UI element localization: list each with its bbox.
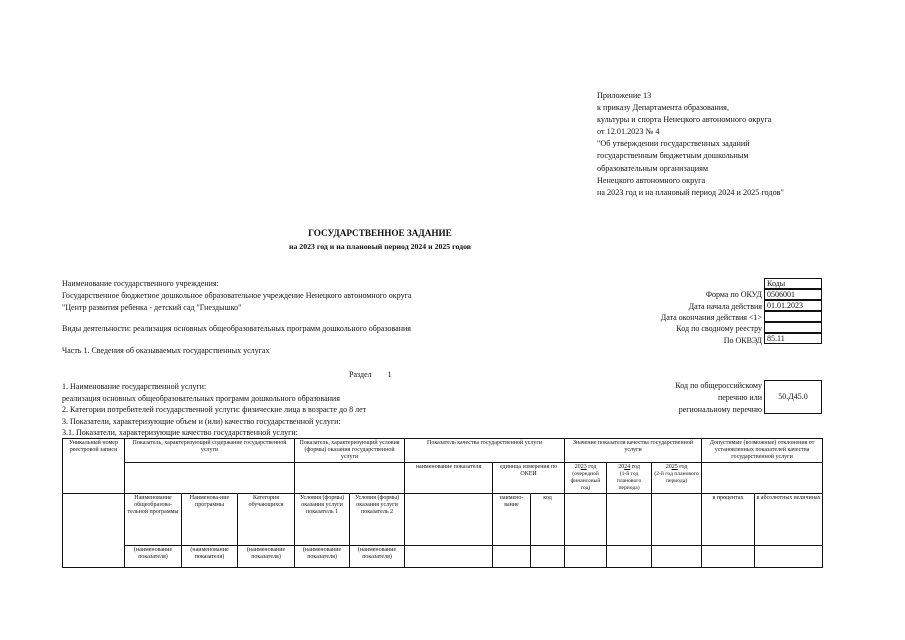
appendix-line: культуры и спорта Ненецкого автономного округа <box>597 115 772 125</box>
code-label-start-date: Дата начала действия <box>688 302 762 311</box>
section-number: 1 <box>387 370 392 379</box>
appendix-line: "Об утверждении государственных заданий <box>597 139 750 149</box>
service-label: 1. Наименование государственной услуги: <box>62 382 207 391</box>
indicator-label-4: (наименование показателя) <box>295 546 350 568</box>
col-absolute: в абсолютных величинах <box>755 494 823 546</box>
appendix-line: на 2023 год и на плановый период 2024 и 2025 годов" <box>597 187 784 197</box>
year-2-cell <box>607 494 652 546</box>
institution-short-name: "Центр развития ребенка - детский сад "Гнездышко" <box>62 303 242 312</box>
unit-code-bottom <box>531 546 565 568</box>
section-label <box>349 370 392 379</box>
indicators-line: 3. Показатели, характеризующие объем и (или) качество государственной услуги: <box>62 417 341 426</box>
quality-line: 3.1. Показатели, характеризующие качество государственной услуги: <box>62 428 298 437</box>
year-2-bottom <box>607 546 652 568</box>
indicator-label-5: (наименование показателя) <box>350 546 405 568</box>
code-label-okved: По ОКВЭД <box>723 336 762 345</box>
quality-table <box>62 438 823 568</box>
allowed-spacer <box>702 463 823 494</box>
header-value: Значение показателя качества государственной услуги <box>565 439 702 463</box>
service-name: реализация основных общеобразовательных программ дошкольного образования <box>62 394 340 403</box>
part-title: Часть 1. Сведения об оказываемых государственных услугах <box>62 346 270 355</box>
year-3-bottom <box>652 546 702 568</box>
code-label-registry: Код по сводному реестру <box>676 324 762 333</box>
code-value-registry <box>764 322 822 333</box>
document-subtitle: на 2023 год и на плановый период 2024 и 2025 годов <box>288 242 472 251</box>
year-1-header: 2023 год (очередной финансовый год) <box>565 463 607 494</box>
unit-name-bottom <box>493 546 531 568</box>
code-value-end-date <box>764 311 822 322</box>
code-value-okved: 85.11 <box>764 333 822 344</box>
year-2-header: 2024 год (1-й год планового периода) <box>607 463 652 494</box>
content-spacer <box>125 463 295 494</box>
registry-code: 50.Д45.0 <box>764 380 822 414</box>
activity-line: Виды деятельности: реализация основных общеобразовательных программ дошкольного образования <box>62 324 411 333</box>
category-line: 2. Категории потребителей государственной услуги: физические лица в возрасте до 8 лет <box>62 405 367 414</box>
unique-number-cell <box>63 494 125 546</box>
code-value-okud: 0506001 <box>764 289 822 300</box>
registry-line-2: перечню или <box>717 393 762 402</box>
header-unique-number: Уникальный номер реестровой записи <box>63 439 125 494</box>
institution-label: Наименование государственного учреждения: <box>62 279 219 288</box>
indicator-label-1: (наименование показателя) <box>125 546 182 568</box>
year-1-bottom <box>565 546 607 568</box>
institution-name: Государственное бюджетное дошкольное образовательное учреждение Ненецкого автономного округа <box>62 291 412 300</box>
code-label-end-date: Дата окончания действия <1> <box>660 313 762 322</box>
unique-number-bottom <box>63 546 125 568</box>
col-program-type: Наименование общеобразова-тельной программы <box>125 494 182 546</box>
year-3-cell <box>652 494 702 546</box>
col-unit-code: код <box>531 494 565 546</box>
absolute-bottom <box>755 546 823 568</box>
conditions-spacer <box>295 463 405 494</box>
codes-header: Коды <box>764 278 822 289</box>
col-program-name: Наименова-ние программы <box>182 494 238 546</box>
col-student-category: Категория обучающихся <box>238 494 295 546</box>
indicator-label-3: (наименование показателя) <box>238 546 295 568</box>
col-percent: в процентах <box>702 494 755 546</box>
quality-name-cell <box>405 494 493 546</box>
quality-name-header: наименование показателя <box>405 463 493 494</box>
appendix-line: к приказу Департамента образования, <box>597 103 729 113</box>
registry-line-3: региональному перечню <box>678 405 762 414</box>
year-3-header: 2025 год (2-й год планового периода) <box>652 463 702 494</box>
appendix-line: Ненецкого автономного округа <box>597 175 706 185</box>
section-word: Раздел <box>349 370 372 379</box>
registry-line-1: Код по общероссийскому <box>675 381 762 390</box>
header-quality: Показатель качества государственной услуги <box>405 439 565 463</box>
quality-name-bottom <box>405 546 493 568</box>
indicator-label-2: (наименование показателя) <box>182 546 238 568</box>
appendix-block <box>597 90 784 199</box>
appendix-line: от 12.01.2023 № 4 <box>597 127 660 137</box>
document-title: ГОСУДАРСТВЕННОЕ ЗАДАНИЕ <box>308 228 452 238</box>
year-1-cell <box>565 494 607 546</box>
col-unit-name: наимено-вание <box>493 494 531 546</box>
code-value-start-date: 01.01.2023 <box>764 300 822 311</box>
col-condition-2: Условия (формы) оказания услуги показатель 2 <box>350 494 405 546</box>
appendix-line: государственным бюджетным дошкольным <box>597 151 749 161</box>
col-condition-1: Условия (формы) оказания услуги показатель 1 <box>295 494 350 546</box>
appendix-line: Приложение 13 <box>597 91 652 100</box>
header-content: Показатель, характеризующий содержание государственной услуги <box>125 439 295 463</box>
quality-unit-header: единица измерения по ОКЕИ <box>493 463 565 494</box>
header-conditions: Показатель, характеризующий условия (формы) оказания государственной услуги <box>295 439 405 463</box>
appendix-line: образовательным организациям <box>597 163 709 173</box>
header-allowed: Допустимые (возможные) отклонения от установленных показателей качества государственной услуги <box>702 439 823 463</box>
percent-bottom <box>702 546 755 568</box>
code-label-okud: Форма по ОКУД <box>705 290 762 299</box>
